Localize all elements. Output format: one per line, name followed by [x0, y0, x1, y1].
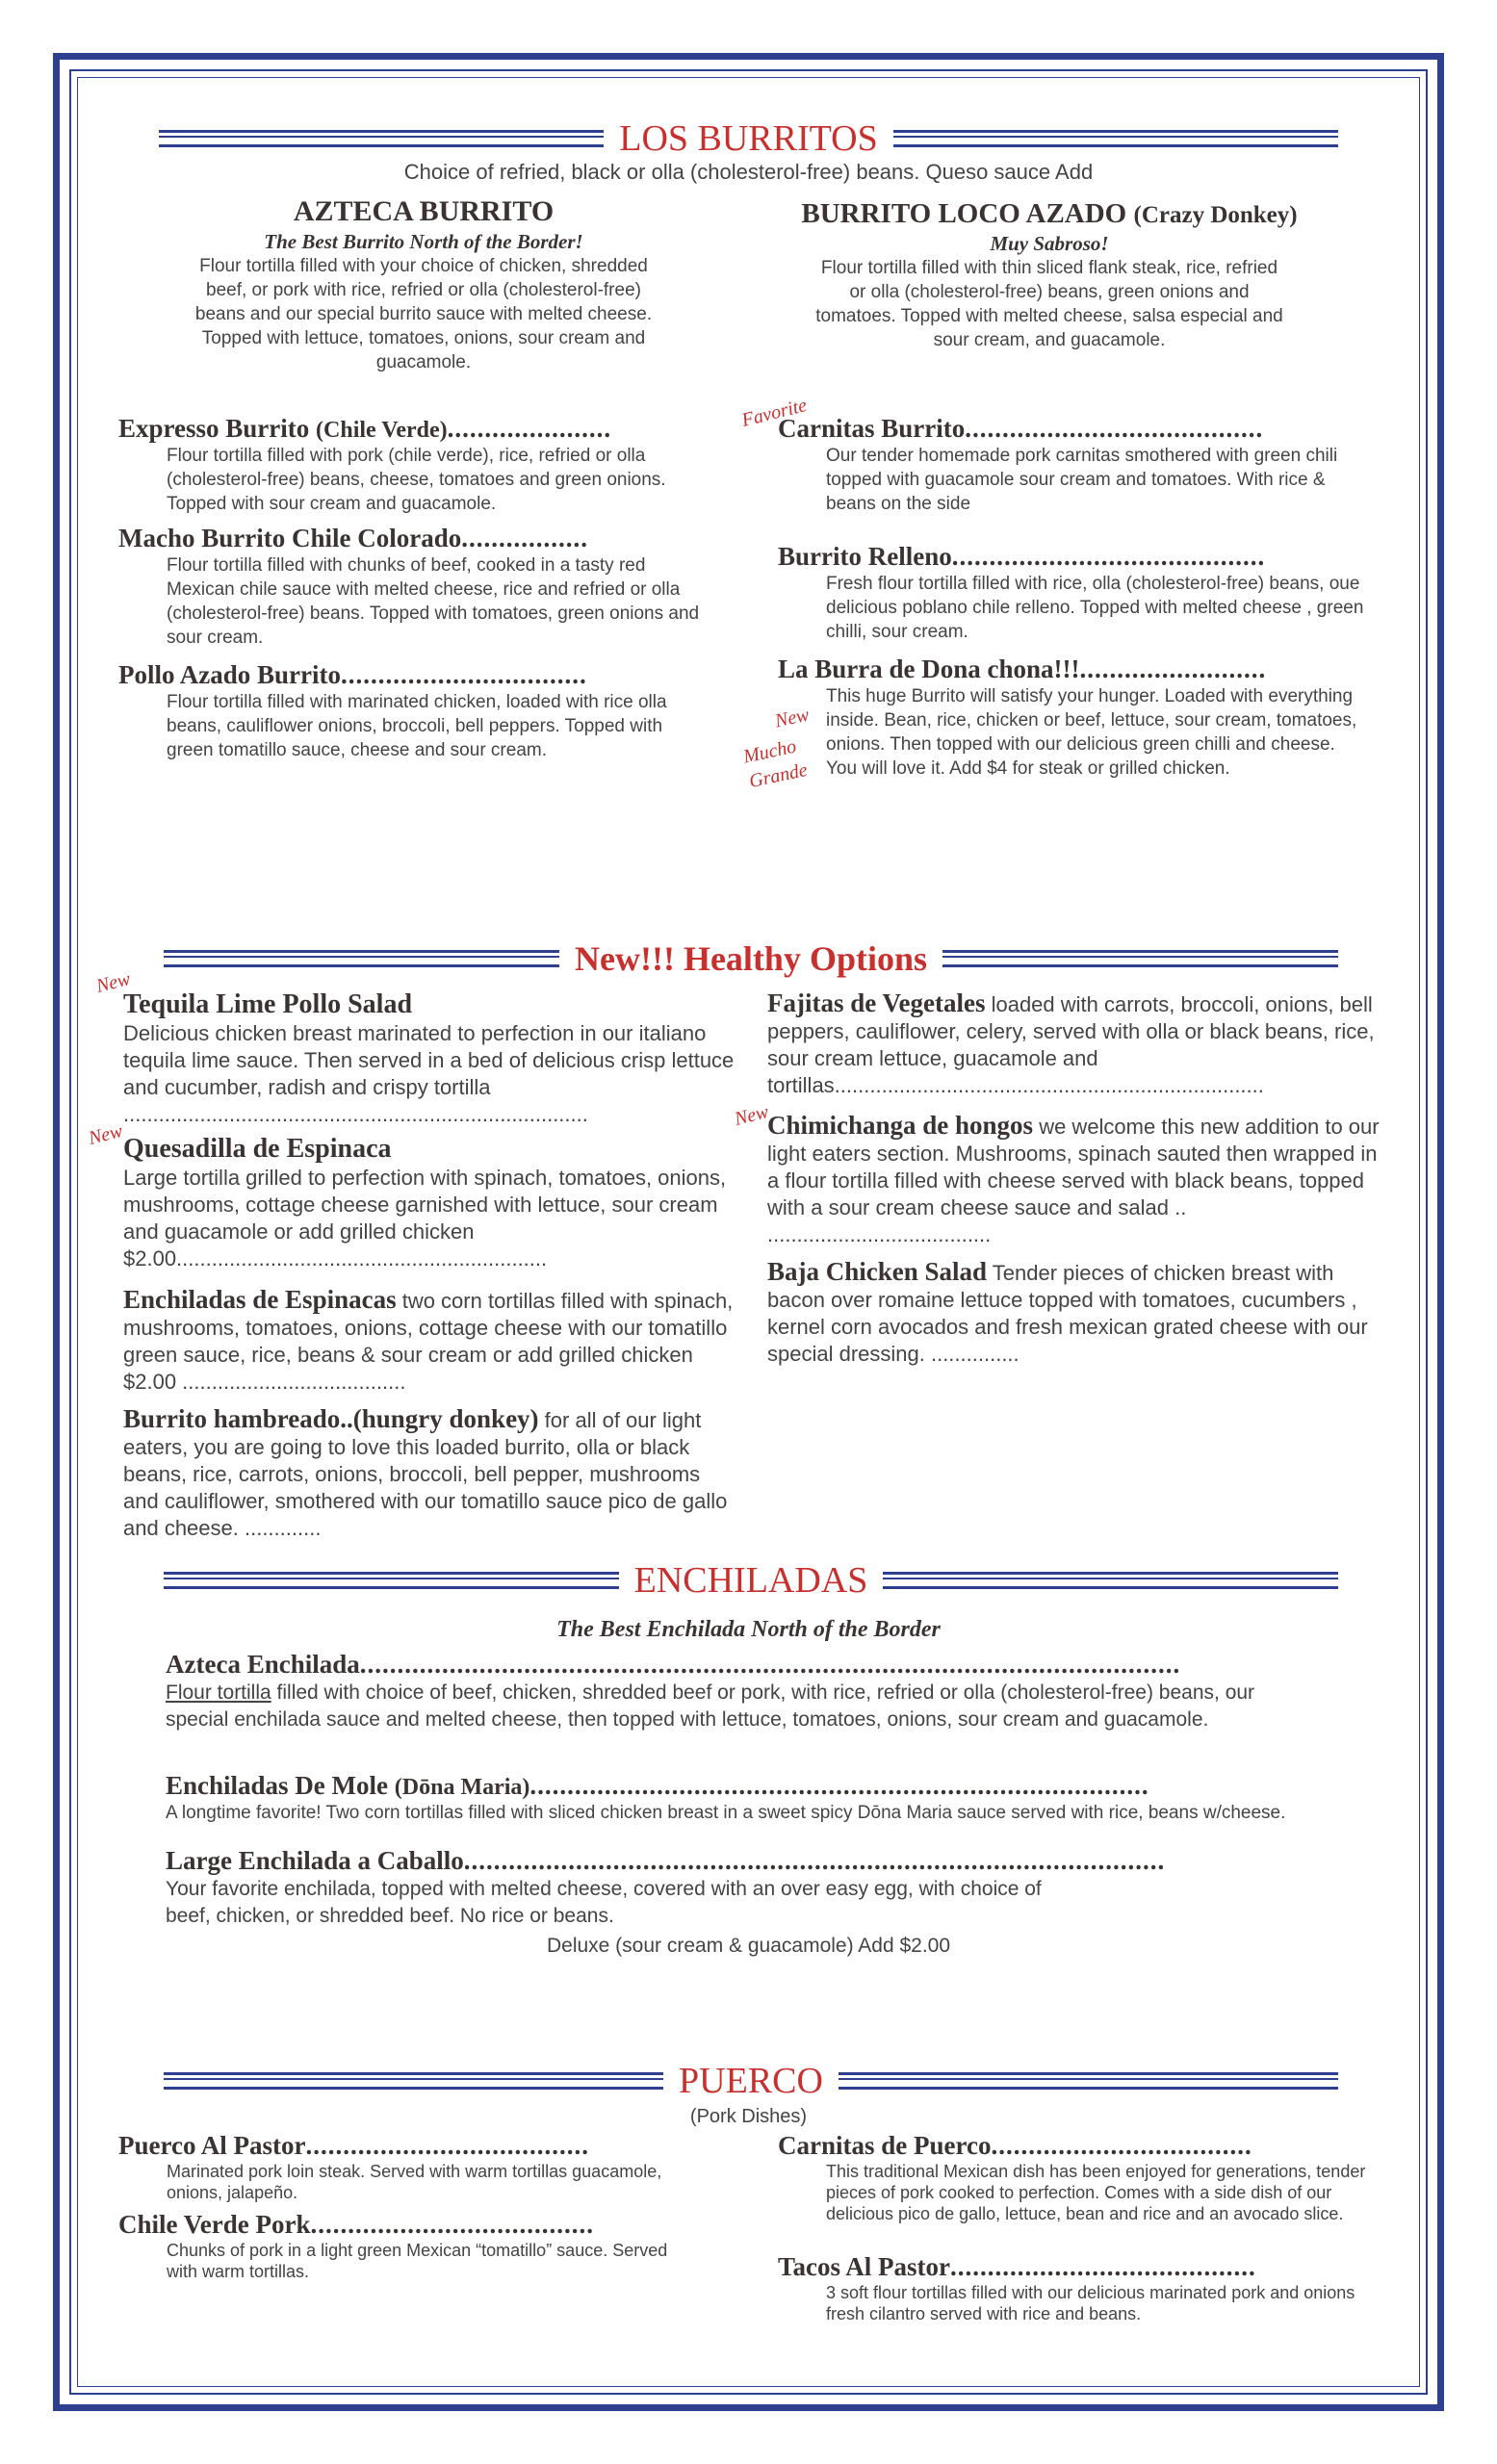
burrito-loco-name-sub: (Crazy Donkey) — [1133, 202, 1298, 228]
azteca-enchilada-desc: filled with choice of beef, chicken, shredded beef or pork, with rice, refried or olla (cholesterol-free) beans, our special enchilada sauce and melted cheese, then topped with lettuce, tomatoes, onions, sour cream and guacamole. — [166, 1681, 1255, 1731]
expresso-burrito-item — [118, 414, 715, 516]
burritos-title: LOS BURRITOS — [619, 118, 878, 159]
pollo-burrito-dots: ................................. — [341, 660, 587, 689]
flour-tortilla-link: Flour tortilla — [166, 1681, 271, 1704]
grande-badge: Grande — [747, 758, 810, 793]
puerco-pastor-item — [118, 2131, 735, 2203]
tacos-pastor-dots: ......................................... — [950, 2252, 1256, 2281]
carnitas-puerco-desc: This traditional Mexican dish has been enjoyed for generations, tender pieces of pork cooked to perfection. Comes with a side dish of our delicious pico de gallo, lettuce, bean and rice and an avocado slice. — [826, 2162, 1366, 2223]
carnitas-burrito-desc: Our tender homemade pork carnitas smothered with green chili topped with guacamole sour cream and tomatoes. With rice & beans on the side — [826, 446, 1338, 514]
puerco-title: PUERCO — [679, 2061, 823, 2101]
pollo-burrito-name: Pollo Azado Burrito — [118, 660, 341, 689]
burrito-loco-tagline: Muy Sabroso! — [990, 232, 1109, 255]
burritos-header — [159, 117, 1338, 160]
burrito-relleno-name: Burrito Relleno — [778, 542, 952, 571]
chimichanga-name: Chimichanga de hongos — [767, 1111, 1034, 1140]
carnitas-burrito-name: Carnitas Burrito — [778, 414, 966, 443]
fajitas-desc: loaded with carrots, broccoli, onions, bell peppers, cauliflower, celery, served with olla or black beans, rice, sour cream lettuce, guacamole and tortillas......................................................................... — [767, 992, 1375, 1097]
chile-verde-pork-dots: ...................................... — [310, 2210, 594, 2239]
tacos-pastor-title — [778, 2252, 1394, 2282]
macho-burrito-name: Macho Burrito Chile Colorado — [118, 524, 462, 552]
burrito-relleno-title — [778, 542, 1394, 572]
fajitas-item — [767, 989, 1393, 1099]
pollo-burrito-title — [118, 660, 715, 690]
new-badge: New — [732, 1101, 771, 1130]
fajitas-name: Fajitas de Vegetales — [767, 988, 986, 1017]
azteca-enchilada-name: Azteca Enchilada — [166, 1650, 360, 1679]
healthy-header — [164, 938, 1338, 979]
burritos-subtitle: Choice of refried, black or olla (cholesterol-free) beans. Queso sauce Add — [403, 160, 1094, 184]
caballo-enchilada-title — [166, 1846, 1321, 1876]
puerco-pastor-desc: Marinated pork loin steak. Served with warm tortillas guacamole, onions, jalapeño. — [167, 2162, 662, 2202]
burrito-hambreado-desc: for all of our light eaters, you are going to love this loaded burrito, olla or black beans, rice, carrots, onions, broccoli, bell pepper, mushrooms and cauliflower, smothered with our tomatillo sauce pico de gallo and cheese. ............. — [123, 1408, 728, 1540]
header-rule-left — [159, 130, 604, 147]
enchiladas-espinacas-item — [123, 1286, 739, 1396]
expresso-burrito-title — [118, 414, 715, 444]
mole-enchilada-item — [166, 1771, 1321, 1825]
mole-enchilada-dots: ................................................................................... — [529, 1771, 1149, 1800]
azteca-burrito-desc: Flour tortilla filled with your choice of chicken, shredded beef, or pork with rice, refried or olla (cholesterol-free) beans and our special burrito sauce with melted cheese. Topped with lettuce, tomatoes, onions, sour cream and guacamole. — [194, 256, 653, 372]
burrito-loco-item — [770, 198, 1329, 352]
header-rule-left — [164, 2072, 663, 2090]
puerco-header — [164, 2060, 1338, 2102]
mole-enchilada-name-sub: (Dōna Maria) — [394, 1775, 530, 1800]
la-burra-desc: This huge Burrito will satisfy your hunger. Loaded with everything inside. Bean, rice, chicken or beef, lettuce, sour cream, tomatoes, onions. Then topped with our delicious green chilli and cheese. You will love it. Add $4 for steak or grilled chicken. — [826, 686, 1357, 779]
baja-salad-desc: Tender pieces of chicken breast with bacon over romaine lettuce topped with tomatoes, cucumbers , kernel corn avocados and fresh mexican grated cheese with our special dressing. ............... — [767, 1261, 1368, 1366]
header-rule-left — [164, 950, 559, 967]
burrito-loco-desc: Flour tortilla filled with thin sliced flank steak, rice, refried or olla (cholesterol-free) beans, green onions and tomatoes. Topped with melted cheese, salsa especial and sour cream, and guacamole. — [815, 258, 1283, 350]
carnitas-puerco-name: Carnitas de Puerco — [778, 2131, 992, 2160]
quesadilla-desc: Large tortilla grilled to perfection with spinach, tomatoes, onions, mushrooms, cottage cheese garnished with lettuce, sour cream and guacamole or add grilled chicken $2.00............................................................... — [123, 1166, 727, 1270]
expresso-burrito-name: Expresso Burrito — [118, 414, 310, 443]
carnitas-burrito-dots: ........................................ — [965, 414, 1264, 443]
quesadilla-item — [123, 1134, 739, 1272]
puerco-pastor-title — [118, 2131, 735, 2161]
header-rule-left — [164, 1572, 619, 1589]
carnitas-burrito-item — [778, 414, 1394, 516]
enchiladas-header — [164, 1559, 1338, 1602]
azteca-burrito-name: AZTECA BURRITO — [293, 195, 555, 227]
header-rule-right — [893, 130, 1338, 147]
baja-salad-item — [767, 1258, 1393, 1368]
header-rule-right — [839, 2072, 1338, 2090]
enchiladas-title: ENCHILADAS — [633, 1560, 868, 1601]
burrito-loco-name: BURRITO LOCO AZADO — [801, 198, 1127, 229]
burrito-loco-title — [770, 198, 1329, 230]
chimichanga-item — [767, 1112, 1393, 1248]
mole-enchilada-desc: A longtime favorite! Two corn tortillas filled with sliced chicken breast in a sweet spicy Dōna Maria sauce served with rice, beans w/cheese. — [166, 1803, 1286, 1823]
tequila-salad-item — [123, 989, 739, 1128]
tequila-salad-desc: Delicious chicken breast marinated to perfection in our italiano tequila lime sauce. Then served in a bed of delicious crisp lettuce and cucumber, radish and crispy tortilla ............................................................................... — [123, 1021, 735, 1126]
azteca-enchilada-title — [166, 1650, 1321, 1680]
azteca-enchilada-item — [166, 1650, 1321, 1733]
enchiladas-espinacas-desc: two corn tortillas filled with spinach, mushrooms, tomatoes, onions, cottage cheese with our tomatillo green sauce, rice, beans & sour cream or add grilled chicken $2.00 ...................................... — [123, 1289, 734, 1394]
burrito-hambreado-name: Burrito hambreado..(hungry donkey) — [123, 1404, 539, 1433]
caballo-enchilada-name: Large Enchilada a Caballo — [166, 1846, 464, 1875]
caballo-enchilada-dots: .............................................................................................. — [463, 1846, 1166, 1875]
la-burra-title — [778, 654, 1394, 684]
header-rule-right — [942, 950, 1338, 967]
carnitas-puerco-dots: ................................... — [991, 2131, 1252, 2160]
mole-enchilada-title — [166, 1771, 1321, 1801]
healthy-title: New!!! Healthy Options — [575, 939, 927, 978]
pollo-burrito-desc: Flour tortilla filled with marinated chicken, loaded with rice olla beans, cauliflower onions, broccoli, bell peppers. Topped with green tomatillo sauce, cheese and sour cream. — [167, 692, 667, 760]
mucho-badge: Mucho — [741, 735, 799, 768]
header-rule-right — [883, 1572, 1338, 1589]
chimichanga-desc: we welcome this new addition to our light eaters section. Mushrooms, spinach sauted then wrapped in a flour tortilla filled with cheese served with black beans, topped with a sour cream cheese sauce and salad .. ...................................... — [767, 1115, 1380, 1246]
tacos-pastor-item — [778, 2252, 1394, 2324]
enchiladas-tagline: The Best Enchilada North of the Border — [556, 1617, 941, 1642]
burrito-hambreado-item — [123, 1405, 739, 1542]
baja-salad-name: Baja Chicken Salad — [767, 1257, 988, 1286]
favorite-badge: Favorite — [739, 395, 810, 432]
chile-verde-pork-desc: Chunks of pork in a light green Mexican “tomatillo” sauce. Served with warm tortillas. — [167, 2241, 668, 2281]
la-burra-dots: ......................... — [1079, 654, 1267, 683]
macho-burrito-desc: Flour tortilla filled with chunks of beef, cooked in a tasty red Mexican chile sauce with melted cheese, rice and refried or olla (cholesterol-free) beans. Topped with tomatoes, green onions and sour cream. — [167, 555, 700, 648]
azteca-burrito-tagline: The Best Burrito North of the Border! — [264, 230, 583, 253]
macho-burrito-title — [118, 524, 715, 553]
burrito-relleno-item — [778, 542, 1394, 644]
deluxe-note: Deluxe (sour cream & guacamole) Add $2.00 — [546, 1935, 951, 1957]
carnitas-puerco-title — [778, 2131, 1394, 2161]
pollo-burrito-item — [118, 660, 715, 762]
quesadilla-name: Quesadilla de Espinaca — [123, 1134, 392, 1164]
macho-burrito-item — [118, 524, 715, 650]
burrito-relleno-dots: .......................................... — [951, 542, 1266, 571]
macho-burrito-dots: ................. — [461, 524, 588, 552]
burrito-relleno-desc: Fresh flour tortilla filled with rice, olla (cholesterol-free) beans, oue delicious poblano chile relleno. Topped with melted cheese , green chilli, sour cream. — [826, 574, 1364, 642]
la-burra-item — [778, 654, 1394, 781]
azteca-burrito-item — [144, 195, 703, 374]
expresso-burrito-desc: Flour tortilla filled with pork (chile verde), rice, refried or olla (cholesterol-free) beans, cheese, tomatoes and green onions. Topped with sour cream and guacamole. — [167, 446, 666, 514]
new-badge: New — [93, 968, 133, 997]
caballo-enchilada-item — [166, 1846, 1321, 1930]
carnitas-burrito-title — [778, 414, 1394, 444]
new-badge: New — [772, 704, 812, 732]
carnitas-puerco-item — [778, 2131, 1394, 2224]
caballo-enchilada-desc: Your favorite enchilada, topped with melted cheese, covered with an over easy egg, with choice of beef, chicken, or shredded beef. No rice or beans. — [166, 1878, 1042, 1927]
expresso-burrito-dots: ...................... — [447, 414, 612, 443]
tequila-salad-name: Tequila Lime Pollo Salad — [123, 989, 413, 1019]
chile-verde-pork-item — [118, 2210, 735, 2282]
puerco-pastor-name: Puerco Al Pastor — [118, 2131, 306, 2160]
azteca-enchilada-dots: .............................................................................................................. — [359, 1650, 1181, 1679]
expresso-burrito-name-sub: (Chile Verde) — [316, 418, 448, 443]
tacos-pastor-name: Tacos Al Pastor — [778, 2252, 951, 2281]
mole-enchilada-name: Enchiladas De Mole — [166, 1771, 389, 1800]
enchiladas-espinacas-name: Enchiladas de Espinacas — [123, 1285, 397, 1314]
puerco-subtitle: (Pork Dishes) — [689, 2106, 808, 2127]
new-badge: New — [86, 1120, 125, 1149]
chile-verde-pork-title — [118, 2210, 735, 2240]
la-burra-name: La Burra de Dona chona!!! — [778, 654, 1080, 683]
puerco-pastor-dots: ...................................... — [305, 2131, 589, 2160]
chile-verde-pork-name: Chile Verde Pork — [118, 2210, 311, 2239]
azteca-enchilada-desc-block — [166, 1680, 1311, 1733]
tacos-pastor-desc: 3 soft flour tortillas filled with our delicious marinated pork and onions fresh cilantro served with rice and beans. — [826, 2283, 1355, 2323]
